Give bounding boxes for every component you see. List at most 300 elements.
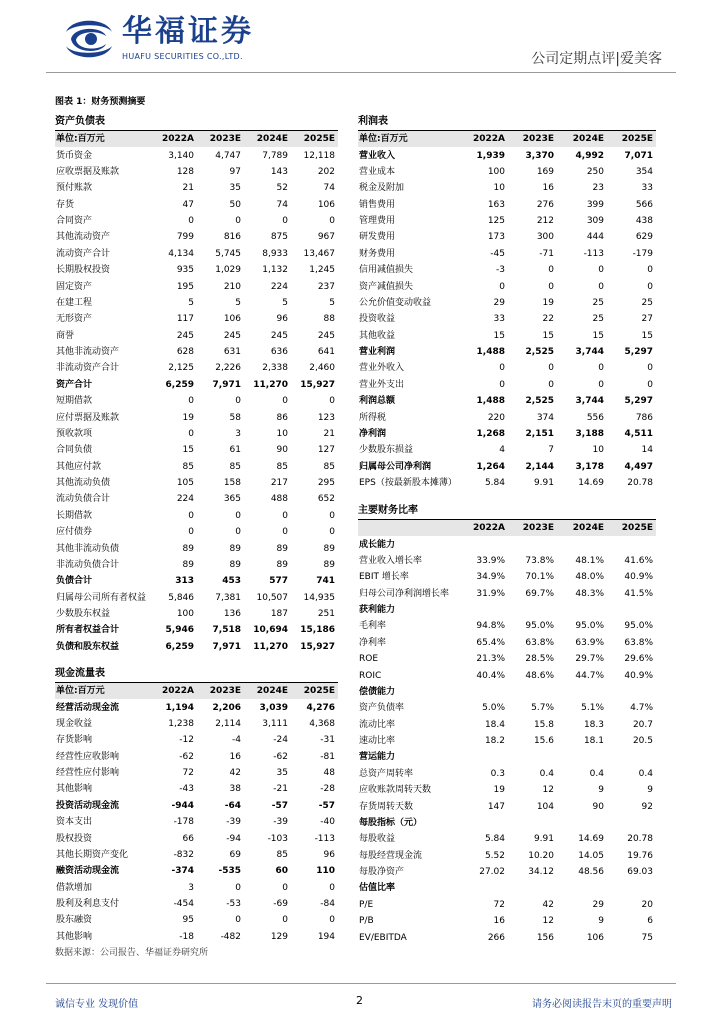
cell-value: 202: [317, 166, 335, 177]
row-label: 营业外支出: [359, 379, 405, 390]
row-label: P/E: [359, 899, 374, 910]
cell-value: 7,789: [262, 150, 288, 161]
row-label: 合同负债: [56, 445, 93, 456]
cell-value: 10: [592, 445, 604, 456]
year-header: 2025E: [291, 131, 338, 147]
cell-value: 6,259: [165, 641, 194, 652]
cell-value: -28: [320, 784, 335, 795]
cell-value: 9: [647, 785, 653, 796]
row-label: ROIC: [359, 670, 382, 681]
ratios-title: 主要财务比率: [358, 501, 656, 520]
table-row: [358, 733, 656, 749]
cell-value: 42: [542, 899, 554, 910]
cell-value: 69: [229, 849, 241, 860]
row-label: 流动比率: [359, 719, 396, 730]
table-row: [358, 831, 656, 847]
row-label: 资产减值损失: [359, 281, 414, 292]
cell-value: 18.4: [484, 719, 505, 730]
table-row: [55, 830, 338, 846]
cell-value: 35: [229, 183, 241, 194]
table-row: [358, 328, 656, 344]
cell-value: [508, 602, 557, 618]
cell-value: -71: [539, 248, 554, 259]
cell-value: 14.05: [578, 850, 604, 861]
cell-value: 105: [176, 478, 194, 489]
row-label: 所有者权益合计: [56, 625, 120, 636]
cell-value: 4,368: [309, 718, 335, 729]
cell-value: 1,939: [476, 150, 505, 161]
row-label: EPS（按最新股本摊薄）: [359, 478, 457, 489]
cell-value: 556: [586, 412, 604, 423]
row-label: 非流动资产合计: [56, 363, 120, 374]
table-row: [358, 848, 656, 864]
cell-value: 70.1%: [525, 572, 554, 583]
cell-value: 18.1: [583, 736, 604, 747]
cell-value: 89: [323, 559, 335, 570]
cell-value: -62: [273, 751, 288, 762]
cell-value: 16: [542, 183, 554, 194]
cell-value: -40: [320, 817, 335, 828]
table-row: [358, 667, 656, 683]
row-label: 股权投资: [56, 833, 93, 844]
cell-value: 63.9%: [575, 637, 604, 648]
cell-value: 89: [229, 543, 241, 554]
table-row: [358, 536, 656, 552]
cell-value: [508, 536, 557, 552]
cell-value: 63.8%: [624, 637, 653, 648]
cell-value: 0: [598, 281, 604, 292]
cell-value: -482: [220, 931, 241, 942]
row-label: 投资收益: [359, 314, 396, 325]
row-label: 其他流动负债: [56, 478, 111, 489]
cell-value: 158: [223, 478, 241, 489]
cell-value: 10,507: [256, 592, 288, 603]
cell-value: -84: [320, 899, 335, 910]
cell-value: 34.9%: [476, 572, 505, 583]
cell-value: 3,039: [259, 702, 288, 713]
cell-value: 48.0%: [575, 572, 604, 583]
cell-value: 41.5%: [624, 588, 653, 599]
cell-value: 0: [548, 379, 554, 390]
row-label: 管理费用: [359, 216, 396, 227]
row-label: 股利及利息支付: [56, 899, 120, 910]
cell-value: 3,188: [575, 428, 604, 439]
table-row: [55, 716, 338, 732]
cell-value: 5: [329, 297, 335, 308]
cell-value: 12: [542, 916, 554, 927]
row-label: 每股收益: [359, 834, 396, 845]
cell-value: 19: [182, 412, 194, 423]
cell-value: 0: [329, 882, 335, 893]
row-label: 偿债能力: [359, 686, 396, 697]
cell-value: 15,186: [300, 625, 335, 636]
cell-value: 20: [641, 899, 653, 910]
cell-value: 365: [223, 494, 241, 505]
cell-value: 399: [586, 199, 604, 210]
table-row: [358, 569, 656, 585]
cell-value: 127: [317, 445, 335, 456]
table-row: [358, 766, 656, 782]
cell-value: 2,114: [215, 718, 241, 729]
row-label: 每股指标（元）: [359, 817, 423, 828]
cell-value: [462, 684, 508, 700]
cell-value: 27: [641, 314, 653, 325]
row-label: 负债和股东权益: [56, 641, 120, 652]
cell-value: 2,125: [168, 363, 194, 374]
cell-value: 29.7%: [575, 654, 604, 665]
cell-value: 40.9%: [624, 572, 653, 583]
cell-value: 4,511: [624, 428, 653, 439]
row-label: 利润总额: [359, 396, 396, 407]
row-label: 归属母公司所有者权益: [56, 592, 147, 603]
table-row: [55, 147, 338, 163]
cell-value: 187: [270, 609, 288, 620]
cell-value: 72: [493, 899, 505, 910]
cell-value: 48.56: [578, 867, 604, 878]
cell-value: 0: [235, 396, 241, 407]
year-header: 2023E: [197, 131, 244, 147]
cell-value: 106: [317, 199, 335, 210]
cell-value: 5,846: [168, 592, 194, 603]
cell-value: 15: [641, 330, 653, 341]
cell-value: 0: [598, 363, 604, 374]
table-row: [358, 635, 656, 651]
cell-value: 23: [592, 183, 604, 194]
cell-value: 48.1%: [575, 555, 604, 566]
cell-value: 1,194: [165, 702, 194, 713]
cell-value: 0: [235, 216, 241, 227]
row-label: EV/EBITDA: [359, 932, 407, 943]
cell-value: 1,268: [476, 428, 505, 439]
cell-value: 210: [223, 281, 241, 292]
cell-value: 27.02: [479, 867, 505, 878]
table-row: [55, 393, 338, 409]
cell-value: 3,370: [525, 150, 554, 161]
table-header-row: [55, 683, 338, 699]
row-label: 营业成本: [359, 166, 396, 177]
cell-value: 0: [188, 396, 194, 407]
table-row: [55, 540, 338, 556]
cell-value: 4.7%: [630, 703, 653, 714]
cell-value: 22: [542, 314, 554, 325]
cell-value: 566: [635, 199, 653, 210]
row-label: 财务费用: [359, 248, 396, 259]
table-row: [358, 897, 656, 913]
cell-value: 0: [188, 510, 194, 521]
cell-value: 48.3%: [575, 588, 604, 599]
row-label: 合同资产: [56, 216, 93, 227]
cell-value: 641: [317, 347, 335, 358]
table-row: [358, 700, 656, 716]
cell-value: 251: [317, 609, 335, 620]
row-label: 成长能力: [359, 539, 396, 550]
cell-value: 5.1%: [581, 703, 604, 714]
table-row: [55, 863, 338, 879]
cell-value: 10: [493, 183, 505, 194]
cell-value: 9: [598, 785, 604, 796]
cell-value: 7,381: [215, 592, 241, 603]
cell-value: 15.6: [533, 736, 554, 747]
cell-value: 0: [329, 527, 335, 538]
cell-value: 66: [182, 833, 194, 844]
table-row: [55, 180, 338, 196]
cell-value: 97: [229, 166, 241, 177]
cell-value: 0: [282, 915, 288, 926]
row-label: 其他非流动资产: [56, 347, 120, 358]
cell-value: 3: [235, 428, 241, 439]
cell-value: -179: [632, 248, 653, 259]
cell-value: 25: [641, 297, 653, 308]
cell-value: 7: [548, 445, 554, 456]
footer-divider: [46, 983, 676, 984]
row-label: 其他流动资产: [56, 232, 111, 243]
cell-value: 40.4%: [476, 670, 505, 681]
row-label: 毛利率: [359, 621, 387, 632]
row-label: 少数股东损益: [359, 445, 414, 456]
income-statement-panel: [358, 112, 656, 491]
cell-value: 42: [229, 768, 241, 779]
row-label: 估值比率: [359, 883, 396, 894]
cell-value: 9: [598, 916, 604, 927]
cell-value: 47: [182, 199, 194, 210]
table-row: [358, 213, 656, 229]
row-label: 税金及附加: [359, 183, 405, 194]
table-row: [55, 798, 338, 814]
unit-label: 单位:百万元: [358, 131, 462, 147]
table-row: [358, 684, 656, 700]
cell-value: 38: [229, 784, 241, 795]
cell-value: 0: [282, 216, 288, 227]
row-label: 营业收入增长率: [359, 555, 423, 566]
table-row: [55, 765, 338, 781]
year-header: 2022A: [153, 683, 197, 699]
row-label: 存货影响: [56, 735, 93, 746]
year-header: 2022A: [153, 131, 197, 147]
cell-value: 5,745: [215, 248, 241, 259]
cell-value: 94.8%: [476, 621, 505, 632]
row-label: 无形资产: [56, 314, 93, 325]
cell-value: [607, 749, 656, 765]
cell-value: -39: [226, 817, 241, 828]
table-row: [55, 229, 338, 245]
cell-value: 4,992: [575, 150, 604, 161]
cell-value: 18.2: [484, 736, 505, 747]
row-label: 每股净资产: [359, 867, 405, 878]
cell-value: -535: [218, 866, 241, 877]
table-row: [358, 651, 656, 667]
cell-value: 156: [536, 932, 554, 943]
cell-value: 21: [182, 183, 194, 194]
cell-value: 16: [229, 751, 241, 762]
row-label: 公允价值变动收益: [359, 297, 432, 308]
cell-value: 2,144: [525, 461, 554, 472]
cell-value: 0: [499, 379, 505, 390]
cell-value: 147: [487, 801, 505, 812]
cell-value: 4: [499, 445, 505, 456]
row-label: 流动资产合计: [56, 248, 111, 259]
year-header: 2025E: [607, 520, 656, 536]
cell-value: -374: [171, 866, 194, 877]
year-header: 2022A: [462, 131, 508, 147]
table-row: [55, 442, 338, 458]
table-row: [55, 213, 338, 229]
table-row: [358, 426, 656, 442]
cell-value: 48.6%: [525, 670, 554, 681]
row-label: 净利率: [359, 637, 387, 648]
row-label: 信用减值损失: [359, 265, 414, 276]
cell-value: 12: [542, 785, 554, 796]
cell-value: 0: [188, 527, 194, 538]
cell-value: 0: [329, 396, 335, 407]
cell-value: 19: [493, 785, 505, 796]
row-label: 在建工程: [56, 297, 93, 308]
cell-value: [557, 880, 607, 896]
year-header: 2024E: [244, 131, 291, 147]
cell-value: 4,747: [215, 150, 241, 161]
cell-value: 6,259: [165, 379, 194, 390]
cell-value: 3,178: [575, 461, 604, 472]
cell-value: 95.0%: [624, 621, 653, 632]
cell-value: 295: [317, 478, 335, 489]
cell-value: 106: [223, 314, 241, 325]
cell-value: 86: [276, 412, 288, 423]
row-label: 存货周转天数: [359, 801, 414, 812]
cell-value: 74: [276, 199, 288, 210]
row-label: 应收账款周转天数: [359, 785, 432, 796]
cell-value: 85: [229, 461, 241, 472]
cell-value: -43: [179, 784, 194, 795]
cell-value: 40.9%: [624, 670, 653, 681]
row-label: 应收票据及账款: [56, 166, 120, 177]
cell-value: 169: [536, 166, 554, 177]
table-row: [358, 197, 656, 213]
row-label: 营业外收入: [359, 363, 405, 374]
cell-value: 89: [229, 559, 241, 570]
cell-value: [557, 684, 607, 700]
table-row: [55, 622, 338, 638]
cell-value: 0.4: [589, 768, 604, 779]
table-row: [358, 164, 656, 180]
cell-value: 69.03: [627, 867, 653, 878]
cell-value: 173: [487, 232, 505, 243]
row-label: 获利能力: [359, 605, 396, 616]
cell-value: 15: [542, 330, 554, 341]
cell-value: 89: [323, 543, 335, 554]
cell-value: 129: [270, 931, 288, 942]
cell-value: 628: [176, 347, 194, 358]
row-label: EBIT 增长率: [359, 572, 409, 583]
table-row: [358, 180, 656, 196]
cell-value: 96: [276, 314, 288, 325]
page-number: 2: [356, 994, 363, 1007]
table-row: [358, 459, 656, 475]
cell-value: 195: [176, 281, 194, 292]
row-label: 每股经营现金流: [359, 850, 423, 861]
table-row: [358, 618, 656, 634]
row-label: 固定资产: [56, 281, 93, 292]
cell-value: 217: [270, 478, 288, 489]
cell-value: 95.0%: [525, 621, 554, 632]
cell-value: -21: [273, 784, 288, 795]
cell-value: -57: [271, 800, 288, 811]
report-type: 公司定期点评|爱美客: [531, 51, 662, 67]
table-row: [55, 524, 338, 540]
cell-value: 1,264: [476, 461, 505, 472]
cell-value: 11,270: [253, 379, 288, 390]
cell-value: 194: [317, 931, 335, 942]
cell-value: 1,029: [215, 265, 241, 276]
cell-value: 125: [487, 216, 505, 227]
cell-value: [508, 815, 557, 831]
cell-value: 2,525: [525, 396, 554, 407]
cell-value: 245: [223, 330, 241, 341]
cell-value: -81: [320, 751, 335, 762]
cell-value: 0: [598, 379, 604, 390]
table-row: [358, 798, 656, 814]
cell-value: 0: [548, 281, 554, 292]
cell-value: [557, 602, 607, 618]
cell-value: 89: [276, 559, 288, 570]
cell-value: 163: [487, 199, 505, 210]
cell-value: [607, 602, 656, 618]
cell-value: 250: [586, 166, 604, 177]
unit-label: 单位:百万元: [55, 131, 153, 147]
table-row: [55, 197, 338, 213]
cell-value: 100: [176, 609, 194, 620]
cell-value: 85: [182, 461, 194, 472]
cell-value: 15: [592, 330, 604, 341]
cell-value: 96: [323, 849, 335, 860]
cell-value: 374: [536, 412, 554, 423]
cell-value: 0: [499, 363, 505, 374]
cell-value: 92: [641, 801, 653, 812]
cell-value: 4,134: [168, 248, 194, 259]
table-row: [358, 815, 656, 831]
year-header: 2023E: [508, 131, 557, 147]
row-label: 应付债券: [56, 527, 93, 538]
logo-chinese-name: 华福证券: [122, 14, 254, 49]
row-label: 其他非流动负债: [56, 543, 120, 554]
year-header: 2024E: [557, 131, 607, 147]
balance-sheet-title: 资产负债表: [55, 112, 338, 131]
row-label: ROE: [359, 654, 379, 665]
cell-value: 9.91: [533, 478, 554, 489]
cell-value: 0: [188, 216, 194, 227]
logo-english-name: HUAFU SECURITIES CO.,LTD.: [122, 52, 243, 61]
row-label: 营业收入: [359, 150, 396, 161]
cell-value: 0: [329, 216, 335, 227]
cell-value: [462, 880, 508, 896]
row-label: 非流动负债合计: [56, 559, 120, 570]
table-row: [358, 409, 656, 425]
cell-value: 237: [317, 281, 335, 292]
cell-value: 786: [635, 412, 653, 423]
footer-slogan: 诚信专业 发现价值: [55, 999, 139, 1010]
row-label: 资产负债率: [359, 703, 405, 714]
cell-value: 25: [592, 314, 604, 325]
cell-value: -4: [232, 735, 241, 746]
cell-value: 2,206: [212, 702, 241, 713]
table-row: [55, 426, 338, 442]
cell-value: 74: [323, 183, 335, 194]
table-row: [55, 278, 338, 294]
cell-value: -45: [490, 248, 505, 259]
cell-value: 10.20: [528, 850, 554, 861]
cell-value: 48: [323, 768, 335, 779]
row-label: 经营性应付影响: [56, 768, 120, 779]
table-row: [358, 278, 656, 294]
cell-value: 0: [598, 265, 604, 276]
